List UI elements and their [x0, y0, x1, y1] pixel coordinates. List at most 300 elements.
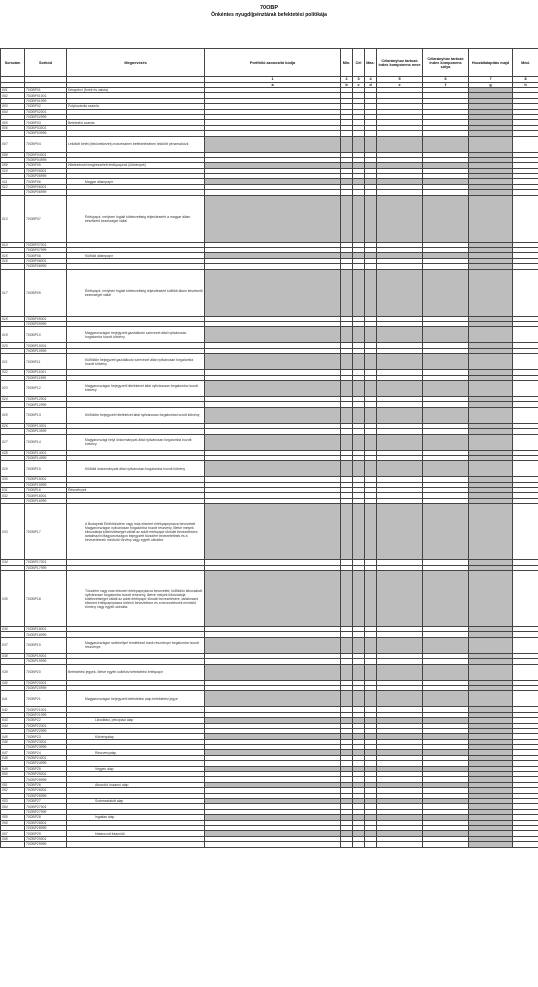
max-cell[interactable] [365, 380, 377, 396]
min-cell[interactable] [341, 407, 353, 423]
colnum-1: 1 [205, 77, 341, 83]
row-code: 70OBP09 [25, 269, 67, 316]
target-cell[interactable] [353, 327, 365, 343]
row-label: Származtatott alap [67, 799, 205, 804]
target-cell[interactable] [353, 664, 365, 680]
index-name-cell[interactable] [377, 195, 423, 242]
row-label: Készpénz (forint és valuta) [67, 88, 205, 93]
row-code: 70OBP05999 [25, 174, 67, 179]
row-code: 70OBP13 [25, 407, 67, 423]
row-code: 70OBP12 [25, 380, 67, 396]
row-number: 056 [1, 820, 25, 825]
portfolio-cell[interactable] [205, 461, 341, 477]
min-cell[interactable] [341, 504, 353, 560]
col-mod: Mód. [513, 49, 538, 77]
row-code: 70OBP18001 [25, 627, 67, 632]
yield-cell[interactable] [469, 407, 513, 423]
mod-cell[interactable] [513, 571, 538, 627]
colletter-a: a [205, 82, 341, 88]
yield-cell[interactable] [469, 195, 513, 242]
row-label: Lekötött betét (bekövetkezés) másrészben befektetésében lekötött pénzeszközk [67, 136, 205, 152]
row-number: 047 [1, 750, 25, 755]
table-row [1, 354, 538, 370]
row-code: 70OBP10 [25, 327, 67, 343]
row-label: Külföldön bejegyzett hitelintézet által nyilvánosan forgalomba hozott kötvény [67, 407, 205, 423]
max-cell[interactable] [365, 842, 377, 847]
row-code: 70OBP21999 [25, 712, 67, 717]
row-number: 021 [1, 354, 25, 370]
mod-cell[interactable] [513, 664, 538, 680]
row-number: 022 [1, 370, 25, 375]
row-code: 70OBP23999 [25, 745, 67, 750]
index-weight-cell[interactable] [423, 327, 469, 343]
colnum-6: 6 [423, 77, 469, 83]
index-weight-cell[interactable] [423, 461, 469, 477]
row-label: Részvényalap [67, 750, 205, 755]
yield-cell[interactable] [469, 504, 513, 560]
row-code: 70OBP22001 [25, 723, 67, 728]
row-label: Magyar állampapír [67, 179, 205, 184]
max-cell[interactable] [365, 136, 377, 152]
mod-cell[interactable] [513, 637, 538, 653]
row-label: Magyarországon bejegyzett befektetési alap befektetési jegye [67, 691, 205, 707]
row-number: 053 [1, 799, 25, 804]
target-cell[interactable] [353, 571, 365, 627]
min-cell[interactable] [341, 354, 353, 370]
min-cell[interactable] [341, 136, 353, 152]
row-code: 70OBP18 [25, 571, 67, 627]
mod-cell[interactable] [513, 269, 538, 316]
min-cell[interactable] [341, 842, 353, 847]
col-min: Min. [341, 49, 353, 77]
index-name-cell[interactable] [377, 637, 423, 653]
col-max: Max. [365, 49, 377, 77]
row-number: 040 [1, 680, 25, 685]
portfolio-cell[interactable] [205, 354, 341, 370]
row-code: 70OBP26999 [25, 793, 67, 798]
row-label: Folyószámla számla [67, 104, 205, 109]
row-code: 70OBP20999 [25, 685, 67, 690]
min-cell[interactable] [341, 461, 353, 477]
row-code: 70OBP26001 [25, 788, 67, 793]
portfolio-cell[interactable] [205, 842, 341, 847]
index-weight-cell[interactable] [423, 637, 469, 653]
row-number: 030 [1, 477, 25, 482]
max-cell[interactable] [365, 195, 377, 242]
row-label: Magyarországon székhellyel rendelkező bank részvényei forgalomba hozott részvénye [67, 637, 205, 653]
row-label: Határozott futamidő [67, 831, 205, 836]
max-cell[interactable] [365, 664, 377, 680]
row-code: 70OBP01999 [25, 98, 67, 103]
index-name-cell[interactable] [377, 380, 423, 396]
mod-cell[interactable] [513, 691, 538, 707]
row-code: 70OBP04001 [25, 152, 67, 157]
portfolio-cell[interactable] [205, 664, 341, 680]
row-number: 058 [1, 836, 25, 841]
row-code: 70OBP23001 [25, 739, 67, 744]
yield-cell[interactable] [469, 327, 513, 343]
colletter-c: c [353, 82, 365, 88]
max-cell[interactable] [365, 327, 377, 343]
yield-cell[interactable] [469, 461, 513, 477]
portfolio-cell[interactable] [205, 269, 341, 316]
index-name-cell[interactable] [377, 842, 423, 847]
row-number: 055 [1, 815, 25, 820]
col-yield: Hozzállalapítás majd [469, 49, 513, 77]
min-cell[interactable] [341, 434, 353, 450]
row-code: 70OBP22 [25, 718, 67, 723]
row-number: 046 [1, 739, 25, 744]
row-number: 034 [1, 560, 25, 565]
target-cell[interactable] [353, 637, 365, 653]
row-number: 020 [1, 343, 25, 348]
row-code: 70OBP20 [25, 664, 67, 680]
row-code: 70OBP06001 [25, 184, 67, 189]
row-label: Külföldön bejegyzett gazdálkodó szervezet által nyilvánosan forgalomba hozott kötvény [67, 354, 205, 370]
target-cell[interactable] [353, 461, 365, 477]
investment-policy-table [0, 48, 538, 848]
portfolio-cell[interactable] [205, 637, 341, 653]
row-code: 70OBP24001 [25, 755, 67, 760]
row-code: 70OBP24 [25, 750, 67, 755]
row-label: A Budapesti Értéktőzsdére vagy más elismert értékpapírpiacra bevezetett Magyarországon nyilvánosan forgalomba hozott részvény, illetve melyek kibocsátója kötelezettséget vállalt az adott értékpapír tőzsdei bevezetésére, tartalmazni Magyarországon bejegyzett tőzsdére bevezetettnek és a bevezetésnek minősítő törvény vagy egyéb okiratba [67, 504, 205, 560]
target-cell[interactable] [353, 354, 365, 370]
colnum-2: 2 [341, 77, 353, 83]
mod-cell[interactable] [513, 195, 538, 242]
row-label: Betételési számla [67, 120, 205, 125]
col-portfolio: Portfólió azonosító kódja [205, 49, 341, 77]
colletter-d: d [365, 82, 377, 88]
row-number: 032 [1, 493, 25, 498]
row-code: 70OBP01 [25, 88, 67, 93]
table-row [1, 461, 538, 477]
row-code: 70OBP12001 [25, 396, 67, 401]
col-cel: Cél [353, 49, 365, 77]
row-code: 70OBP03 [25, 120, 67, 125]
yield-cell[interactable] [469, 136, 513, 152]
table-row [1, 504, 538, 560]
table-row [1, 842, 538, 847]
row-code: 70OBP05 [25, 163, 67, 168]
index-weight-cell[interactable] [423, 691, 469, 707]
target-cell[interactable] [353, 136, 365, 152]
target-cell[interactable] [353, 434, 365, 450]
row-code: 70OBP19001 [25, 653, 67, 658]
row-number: 038 [1, 653, 25, 658]
yield-cell[interactable] [469, 637, 513, 653]
form-title: Önkéntes nyugdíjpénztárak befektetési politikája [211, 12, 327, 18]
mod-cell[interactable] [513, 504, 538, 560]
yield-cell[interactable] [469, 691, 513, 707]
min-cell[interactable] [341, 327, 353, 343]
min-cell[interactable] [341, 269, 353, 316]
row-code: 70OBP15 [25, 461, 67, 477]
row-number: 024 [1, 396, 25, 401]
index-name-cell[interactable] [377, 504, 423, 560]
col-index-name: Célarányhoz tartozó index komponens neve [377, 49, 423, 77]
row-number: 033 [1, 504, 25, 560]
index-weight-cell[interactable] [423, 571, 469, 627]
min-cell[interactable] [341, 691, 353, 707]
target-cell[interactable] [353, 407, 365, 423]
portfolio-cell[interactable] [205, 691, 341, 707]
row-label: Külföldi önkormányzat által nyilvánosan forgalomba hozott kötvény [67, 461, 205, 477]
row-label [67, 842, 205, 847]
colletter-h: h [513, 82, 538, 88]
index-weight-cell[interactable] [423, 195, 469, 242]
row-number: 051 [1, 782, 25, 787]
yield-cell[interactable] [469, 571, 513, 627]
row-code: 70OBP04999 [25, 157, 67, 162]
row-number: 005 [1, 120, 25, 125]
colletter-e: e [377, 82, 423, 88]
row-code: 70OBP16 [25, 488, 67, 493]
index-name-cell[interactable] [377, 354, 423, 370]
row-number: 045 [1, 734, 25, 739]
index-weight-cell[interactable] [423, 664, 469, 680]
row-code: 70OBP04 [25, 136, 67, 152]
min-cell[interactable] [341, 664, 353, 680]
yield-cell[interactable] [469, 380, 513, 396]
index-name-cell[interactable] [377, 434, 423, 450]
max-cell[interactable] [365, 691, 377, 707]
row-number: 043 [1, 718, 25, 723]
colletter-g: g [469, 82, 513, 88]
row-label: Magyarországon bejegyzett gazdálkodó szervezet által nyilvánosan forgalomba hozott kötvény [67, 327, 205, 343]
row-number: 023 [1, 380, 25, 396]
row-code: 70OBP14001 [25, 450, 67, 455]
col-index-weight: Célarányhoz tartozó index komponens súlya [423, 49, 469, 77]
row-code: 70OBP07001 [25, 242, 67, 247]
row-number: 025 [1, 407, 25, 423]
row-number: 039 [1, 664, 25, 680]
row-code: 70OBP11 [25, 354, 67, 370]
portfolio-cell[interactable] [205, 571, 341, 627]
min-cell[interactable] [341, 571, 353, 627]
portfolio-cell[interactable] [205, 407, 341, 423]
yield-cell[interactable] [469, 842, 513, 847]
max-cell[interactable] [365, 354, 377, 370]
index-name-cell[interactable] [377, 571, 423, 627]
row-code: 70OBP03001 [25, 125, 67, 130]
mod-cell[interactable] [513, 327, 538, 343]
row-code: 70OBP10999 [25, 348, 67, 353]
mod-cell[interactable] [513, 434, 538, 450]
row-code: 70OBP20001 [25, 680, 67, 685]
min-cell[interactable] [341, 195, 353, 242]
portfolio-cell[interactable] [205, 327, 341, 343]
row-number: 028 [1, 450, 25, 455]
portfolio-cell[interactable] [205, 504, 341, 560]
table-row [1, 434, 538, 450]
table-body [1, 88, 538, 848]
row-number: 010 [1, 168, 25, 173]
row-code: 70OBP25001 [25, 772, 67, 777]
row-code: 70OBP28001 [25, 820, 67, 825]
row-number: 029 [1, 461, 25, 477]
col-sorszam: Sorszám [1, 49, 25, 77]
table-row [1, 664, 538, 680]
row-number: 012 [1, 184, 25, 189]
max-cell[interactable] [365, 434, 377, 450]
min-cell[interactable] [341, 637, 353, 653]
index-name-cell[interactable] [377, 327, 423, 343]
row-code: 70OBP11999 [25, 375, 67, 380]
row-number: 050 [1, 772, 25, 777]
portfolio-cell[interactable] [205, 434, 341, 450]
row-code: 70OBP13999 [25, 429, 67, 434]
table-row [1, 269, 538, 316]
table-row [1, 637, 538, 653]
row-number: 048 [1, 755, 25, 760]
index-name-cell[interactable] [377, 136, 423, 152]
row-code: 70OBP15999 [25, 482, 67, 487]
table-row [1, 195, 538, 242]
row-label: Magyarországon bejegyzett hitelintézet által nyilvánosan forgalomba hozott kötvény [67, 380, 205, 396]
row-code: 70OBP17001 [25, 560, 67, 565]
row-label: Vegyes alap [67, 766, 205, 771]
row-code: 70OBP17999 [25, 565, 67, 570]
row-number: 037 [1, 637, 25, 653]
row-number: 009 [1, 163, 25, 168]
max-cell[interactable] [365, 637, 377, 653]
row-code: 70OBP27001 [25, 804, 67, 809]
row-code: 70OBP02 [25, 104, 67, 109]
portfolio-cell[interactable] [205, 195, 341, 242]
table-row [1, 571, 538, 627]
max-cell[interactable] [365, 504, 377, 560]
row-label: Abszolút hozamú alap [67, 782, 205, 787]
index-weight-cell[interactable] [423, 354, 469, 370]
row-label: Tőzsdére vagy más elismert értékpapírpiacra bevezetett, külföldön kibocsátott, nyilvánosan forgalomba hozott részvény, illetve melyek kibocsátója kötelezettséget vállalt az adott értékpapír tőzsdei bevezetésére, tartalmazni elismert értékpapírpiacra történő bevezetésre és a bevezetésnek minősítő törvény vagy egyéb okiratba [67, 571, 205, 627]
row-code: 70OBP29999 [25, 842, 67, 847]
row-code: 70OBP29001 [25, 836, 67, 841]
row-number: 031 [1, 488, 25, 493]
yield-cell[interactable] [469, 664, 513, 680]
row-code: 70OBP21 [25, 691, 67, 707]
row-label: Hitelezésnél megbeszélett értékpapírok (kötvények) [67, 163, 205, 168]
target-cell[interactable] [353, 842, 365, 847]
row-label: Részvények [67, 488, 205, 493]
max-cell[interactable] [365, 571, 377, 627]
table-row [1, 380, 538, 396]
row-code: 70OBP02999 [25, 114, 67, 119]
index-weight-cell[interactable] [423, 407, 469, 423]
colletter-b: b [341, 82, 353, 88]
index-weight-cell[interactable] [423, 136, 469, 152]
col-megnevezes: Megnevezés [67, 49, 205, 77]
yield-cell[interactable] [469, 434, 513, 450]
index-weight-cell[interactable] [423, 434, 469, 450]
row-code: 70OBP26 [25, 782, 67, 787]
row-number: 014 [1, 242, 25, 247]
row-number: 002 [1, 93, 25, 98]
table-row [1, 136, 538, 152]
row-code: 70OBP11001 [25, 370, 67, 375]
index-weight-cell[interactable] [423, 842, 469, 847]
row-label: Magyarországi helyi önkormányzat által nyilvánosan forgalomba hozott kötvény [67, 434, 205, 450]
row-number: 036 [1, 627, 25, 632]
target-cell[interactable] [353, 504, 365, 560]
row-code: 70OBP16001 [25, 493, 67, 498]
row-number: 035 [1, 571, 25, 627]
row-code: 70OBP28 [25, 815, 67, 820]
index-weight-cell[interactable] [423, 269, 469, 316]
row-code: 70OBP08 [25, 253, 67, 258]
index-weight-cell[interactable] [423, 380, 469, 396]
index-name-cell[interactable] [377, 269, 423, 316]
document-title [0, 5, 538, 19]
row-number: 018 [1, 316, 25, 321]
index-name-cell[interactable] [377, 691, 423, 707]
row-code: 70OBP18999 [25, 632, 67, 637]
row-number: 041 [1, 691, 25, 707]
row-code: 70OBP07999 [25, 248, 67, 253]
row-code: 70OBP05001 [25, 168, 67, 173]
colnum-3: 3 [353, 77, 365, 83]
min-cell[interactable] [341, 380, 353, 396]
mod-cell[interactable] [513, 136, 538, 152]
col-sorkod: Sorkód [25, 49, 67, 77]
row-label: Értékpapír, melyben foglalt kötelezettség teljesítéséért a magyar állam készfizető kezességet vállal [67, 195, 205, 242]
row-code: 70OBP08999 [25, 264, 67, 269]
row-number: 013 [1, 195, 25, 242]
row-number: 015 [1, 253, 25, 258]
mod-cell[interactable] [513, 407, 538, 423]
index-name-cell[interactable] [377, 664, 423, 680]
row-number: 026 [1, 423, 25, 428]
yield-cell[interactable] [469, 269, 513, 316]
mod-cell[interactable] [513, 842, 538, 847]
row-code: 70OBP25 [25, 766, 67, 771]
row-number [1, 842, 25, 847]
row-label: Befektetési jegyek, illetve egyéb kollektív befektetési értékpapír [67, 664, 205, 680]
yield-cell[interactable] [469, 354, 513, 370]
row-code: 70OBP10001 [25, 343, 67, 348]
colnum-4: 4 [365, 77, 377, 83]
row-number: 003 [1, 104, 25, 109]
row-code: 70OBP14 [25, 434, 67, 450]
row-number: 027 [1, 434, 25, 450]
max-cell[interactable] [365, 269, 377, 316]
target-cell[interactable] [353, 691, 365, 707]
row-code: 70OBP21001 [25, 707, 67, 712]
row-number: 016 [1, 258, 25, 263]
row-number: 008 [1, 152, 25, 157]
target-cell[interactable] [353, 195, 365, 242]
index-name-cell[interactable] [377, 407, 423, 423]
max-cell[interactable] [365, 407, 377, 423]
portfolio-cell[interactable] [205, 136, 341, 152]
index-name-cell[interactable] [377, 461, 423, 477]
max-cell[interactable] [365, 461, 377, 477]
row-code: 70OBP02001 [25, 109, 67, 114]
row-label: Likviditási, pénzpiaci alap [67, 718, 205, 723]
target-cell[interactable] [353, 380, 365, 396]
index-weight-cell[interactable] [423, 504, 469, 560]
target-cell[interactable] [353, 269, 365, 316]
portfolio-cell[interactable] [205, 380, 341, 396]
row-number: 057 [1, 831, 25, 836]
mod-cell[interactable] [513, 380, 538, 396]
row-code: 70OBP23 [25, 734, 67, 739]
row-code: 70OBP08001 [25, 258, 67, 263]
row-number: 042 [1, 707, 25, 712]
mod-cell[interactable] [513, 461, 538, 477]
row-code: 70OBP19999 [25, 659, 67, 664]
mod-cell[interactable] [513, 354, 538, 370]
row-number: 001 [1, 88, 25, 93]
